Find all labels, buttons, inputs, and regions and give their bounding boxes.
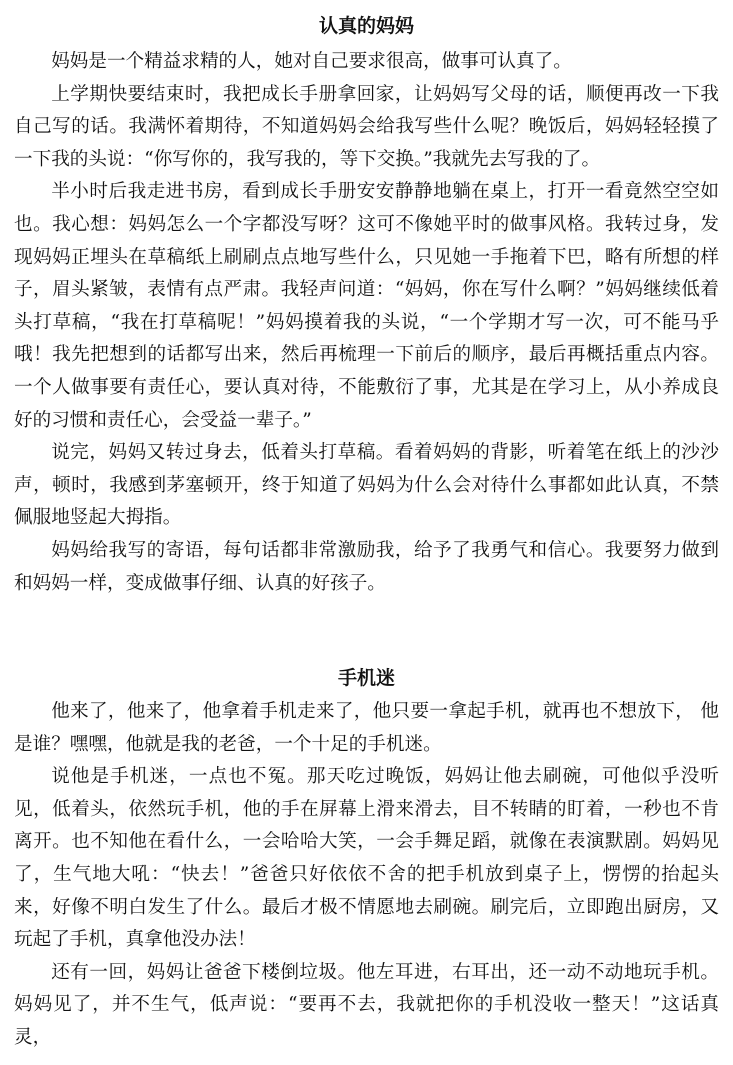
paragraph: 妈妈是一个精益求精的人，她对自己要求很高，做事可认真了。 bbox=[51, 51, 572, 72]
essay-title: 手机迷 bbox=[337, 667, 395, 690]
essay-phone-fan bbox=[14, 665, 719, 1055]
paragraph: 说完，妈妈又转过身去，低着头打草稿。看着妈妈的背影，听着笔在纸上的沙沙声，顿时，我感到茅塞顿开，终于知道了妈妈为什么会对待什么事都如此认真，不禁佩服地竖起大拇指。 bbox=[14, 442, 719, 529]
paragraph: 说他是手机迷，一点也不冤。那天吃过晚饭，妈妈让他去刷碗，可他似乎没听见，低着头，依然玩手机，他的手在屏幕上滑来滑去，目不转睛的盯着，一秒也不肯离开。也不知他在看什么，一会哈哈大笑，一会手舞足蹈，就像在表演默剧。妈妈见了，生气地大吼：“快去！”爸爸只好依依不舍的把手机放到桌子上，愣愣的抬起头来，好像不明白发生了什么。最后才极不情愿地去刷碗。刷完后，立即跑出厨房，又玩起了手机，真拿他没办法！ bbox=[14, 766, 719, 951]
essay-title: 认真的妈妈 bbox=[318, 15, 414, 37]
essay-mom bbox=[14, 0, 719, 600]
paragraph: 妈妈给我写的寄语，每句话都非常激励我，给予了我勇气和信心。我要努力做到和妈妈一样，变成做事仔细、认真的好孩子。 bbox=[14, 539, 719, 594]
paragraph: 他来了，他来了，他拿着手机走来了，他只要一拿起手机，就再也不想放下， 他是谁？嘿嘿，他就是我的老爸，一个十足的手机迷。 bbox=[14, 701, 719, 755]
paragraph: 半小时后我走进书房，看到成长手册安安静静地躺在桌上，打开一看竟然空空如也。我心想：妈妈怎么一个字都没写呀？这可不像她平时的做事风格。我转过身，发现妈妈正埋头在草稿纸上刷刷点点地写些什么，只见她一手拖着下巴，略有所想的样子，眉头紧皱，表情有点严肃。我轻声问道：“妈妈，你在写什么啊？”妈妈继续低着头打草稿，“我在打草稿呢！”妈妈摸着我的头说，“一个学期才写一次，可不能马乎哦！我先把想到的话都写出来，然后再梳理一下前后的顺序，最后再概括重点内容。一个人做事要有责任心，要认真对待，不能敷衍了事，尤其是在学习上，从小养成良好的习惯和责任心，会受益一辈子。” bbox=[14, 181, 719, 431]
paragraph: 还有一回，妈妈让爸爸下楼倒垃圾。他左耳进，右耳出，还一动不动地玩手机。妈妈见了，并不生气，低声说：“要再不去，我就把你的手机没收一整天！”这话真灵， bbox=[14, 961, 719, 1049]
paragraph: 上学期快要结束时，我把成长手册拿回家，让妈妈写父母的话，顺便再改一下我自己写的话。我满怀着期待，不知道妈妈会给我写些什么呢？晚饭后，妈妈轻轻摸了一下我的头说：“你写你的，我写我的，等下交换。”我就先去写我的了。 bbox=[14, 83, 719, 170]
